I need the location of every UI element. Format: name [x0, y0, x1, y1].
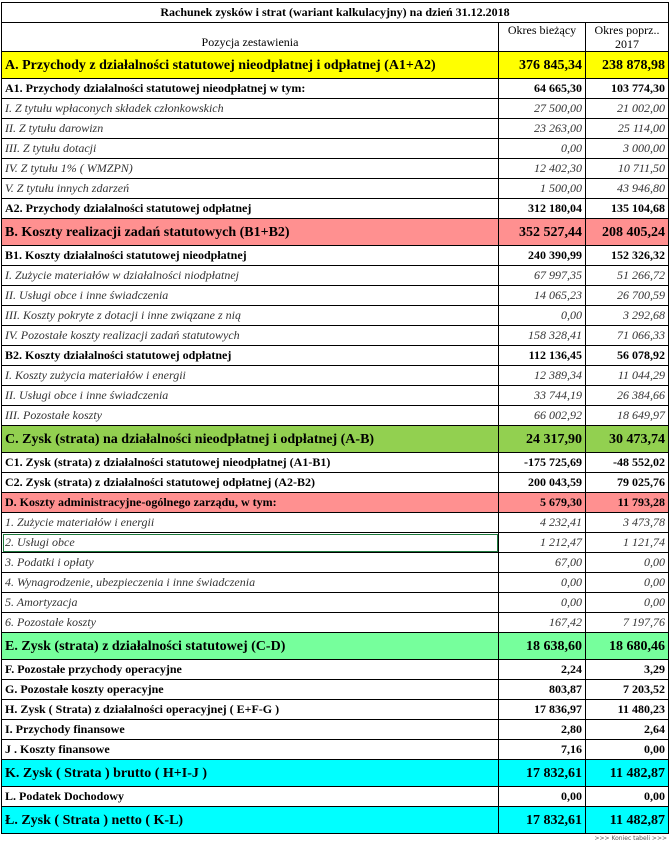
row-current-value: 2,80	[499, 720, 586, 740]
row-current-value: 1 500,00	[499, 179, 586, 199]
table-row	[2, 346, 669, 366]
row-label: I. Z tytułu wpłaconych składek członkowskich	[2, 99, 499, 119]
row-previous-value: 7 203,52	[586, 680, 669, 700]
row-current-value: 24 317,90	[499, 426, 586, 453]
row-label: I. Przychody finansowe	[2, 720, 499, 740]
row-previous-value: 25 114,00	[586, 119, 669, 139]
row-previous-value: 3 473,78	[586, 513, 669, 533]
row-label: 5. Amortyzacja	[2, 593, 499, 613]
row-label: A2. Przychody działalności statutowej odpłatnej	[2, 199, 499, 219]
row-previous-value: 26 700,59	[586, 286, 669, 306]
row-previous-value: 135 104,68	[586, 199, 669, 219]
row-current-value: 12 389,34	[499, 366, 586, 386]
row-current-value: 803,87	[499, 680, 586, 700]
row-label: 4. Wynagrodzenie, ubezpieczenia i inne świadczenia	[2, 573, 499, 593]
row-current-value: 0,00	[499, 573, 586, 593]
table-row	[2, 386, 669, 406]
row-previous-value: 11 793,28	[586, 493, 669, 513]
row-previous-value: 43 946,80	[586, 179, 669, 199]
row-current-value: 0,00	[499, 593, 586, 613]
table-row	[2, 159, 669, 179]
row-label: K. Zysk ( Strata ) brutto ( H+I-J )	[2, 760, 499, 787]
table-row	[2, 453, 669, 473]
row-current-value: 17 832,61	[499, 760, 586, 787]
row-current-value: 23 263,00	[499, 119, 586, 139]
table-row	[2, 720, 669, 740]
table-row	[2, 787, 669, 807]
row-label: J . Koszty finansowe	[2, 740, 499, 760]
table-row	[2, 119, 669, 139]
table-row	[2, 286, 669, 306]
row-label: B2. Koszty działalności statutowej odpłatnej	[2, 346, 499, 366]
row-label: A1. Przychody działalności statutowej nieodpłatnej w tym:	[2, 79, 499, 99]
row-previous-value: 26 384,66	[586, 386, 669, 406]
income-statement-table	[1, 2, 669, 834]
row-label: IV. Z tytułu 1% ( WMZPN)	[2, 159, 499, 179]
row-current-value: 67 997,35	[499, 266, 586, 286]
row-previous-value: 30 473,74	[586, 426, 669, 453]
row-label: I. Koszty zużycia materiałów i energii	[2, 366, 499, 386]
row-current-value: 158 328,41	[499, 326, 586, 346]
row-previous-value: 3 292,68	[586, 306, 669, 326]
table-row	[2, 426, 669, 453]
row-label: IV. Pozostałe koszty realizacji zadań statutowych	[2, 326, 499, 346]
row-current-value: 0,00	[499, 787, 586, 807]
row-previous-value: 18 680,46	[586, 633, 669, 660]
row-current-value: 112 136,45	[499, 346, 586, 366]
row-label: Ł. Zysk ( Strata ) netto ( K-L)	[2, 807, 499, 834]
table-row	[2, 740, 669, 760]
row-label: D. Koszty administracyjne-ogólnego zarządu, w tym:	[2, 493, 499, 513]
row-label: C. Zysk (strata) na działalności nieodpłatnej i odpłatnej (A-B)	[2, 426, 499, 453]
row-current-value: 67,00	[499, 553, 586, 573]
row-current-value: 66 002,92	[499, 406, 586, 426]
row-current-value: 7,16	[499, 740, 586, 760]
title-row	[2, 3, 669, 23]
row-current-value: 33 744,19	[499, 386, 586, 406]
row-current-value: 4 232,41	[499, 513, 586, 533]
row-previous-value: 11 482,87	[586, 760, 669, 787]
table-row	[2, 366, 669, 386]
row-label: C1. Zysk (strata) z działalności statutowej nieodpłatnej (A1-B1)	[2, 453, 499, 473]
table-row	[2, 79, 669, 99]
table-row	[2, 326, 669, 346]
row-current-value: 12 402,30	[499, 159, 586, 179]
row-previous-value: 56 078,92	[586, 346, 669, 366]
table-row	[2, 613, 669, 633]
table-row	[2, 246, 669, 266]
row-current-value: 27 500,00	[499, 99, 586, 119]
row-previous-value: 51 266,72	[586, 266, 669, 286]
row-current-value: 167,42	[499, 613, 586, 633]
table-row	[2, 139, 669, 159]
table-row	[2, 633, 669, 660]
row-current-value: 200 043,59	[499, 473, 586, 493]
row-label: B. Koszty realizacji zadań statutowych (B1+B2)	[2, 219, 499, 246]
row-label: III. Z tytułu dotacji	[2, 139, 499, 159]
row-previous-value: 3 000,00	[586, 139, 669, 159]
table-row	[2, 199, 669, 219]
row-label: III. Koszty pokryte z dotacji i inne związane z nią	[2, 306, 499, 326]
row-previous-value: 0,00	[586, 787, 669, 807]
row-label: II. Usługi obce i inne świadczenia	[2, 286, 499, 306]
row-label: L. Podatek Dochodowy	[2, 787, 499, 807]
table-row	[2, 179, 669, 199]
row-current-value: 64 665,30	[499, 79, 586, 99]
row-label: H. Zysk ( Strata) z działalności operacyjnej ( E+F-G )	[2, 700, 499, 720]
row-current-value: 5 679,30	[499, 493, 586, 513]
row-previous-value: 0,00	[586, 593, 669, 613]
row-current-value: 240 390,99	[499, 246, 586, 266]
row-current-value: 0,00	[499, 139, 586, 159]
row-label: 6. Pozostałe koszty	[2, 613, 499, 633]
header-row	[2, 23, 669, 52]
row-previous-value: 0,00	[586, 740, 669, 760]
row-previous-value: 0,00	[586, 573, 669, 593]
row-previous-value: 0,00	[586, 553, 669, 573]
row-current-value: 2,24	[499, 660, 586, 680]
row-label: E. Zysk (strata) z działalności statutowej (C-D)	[2, 633, 499, 660]
table-row	[2, 660, 669, 680]
table-row	[2, 406, 669, 426]
row-label: 1. Zużycie materiałów i energii	[2, 513, 499, 533]
row-label: V. Z tytułu innych zdarzeń	[2, 179, 499, 199]
table-row	[2, 493, 669, 513]
statement-title: Rachunek zysków i strat (wariant kalkulacyjny) na dzień 31.12.2018	[2, 3, 669, 23]
row-label: F. Pozostałe przychody operacyjne	[2, 660, 499, 680]
row-label: B1. Koszty działalności statutowej nieodpłatnej	[2, 246, 499, 266]
table-row	[2, 99, 669, 119]
row-current-value: 352 527,44	[499, 219, 586, 246]
row-previous-value: 18 649,97	[586, 406, 669, 426]
row-current-value: 18 638,60	[499, 633, 586, 660]
table-row	[2, 533, 669, 553]
table-row	[2, 52, 669, 79]
row-previous-value: 11 482,87	[586, 807, 669, 834]
table-row	[2, 306, 669, 326]
table-row	[2, 593, 669, 613]
row-previous-value: 238 878,98	[586, 52, 669, 79]
row-label: C2. Zysk (strata) z działalności statutowej odpłatnej (A2-B2)	[2, 473, 499, 493]
table-row	[2, 266, 669, 286]
row-previous-value: -48 552,02	[586, 453, 669, 473]
row-label: 2. Usługi obce	[2, 533, 499, 553]
row-current-value: 17 836,97	[499, 700, 586, 720]
row-label: 3. Podatki i opłaty	[2, 553, 499, 573]
row-previous-value: 11 044,29	[586, 366, 669, 386]
table-row	[2, 473, 669, 493]
header-previous-period: Okres poprz.. 2017	[586, 23, 669, 52]
table-row	[2, 513, 669, 533]
row-previous-value: 10 711,50	[586, 159, 669, 179]
header-position: Pozycja zestawienia	[2, 23, 499, 52]
row-label: II. Z tytułu darowizn	[2, 119, 499, 139]
row-current-value: 1 212,47	[499, 533, 586, 553]
row-current-value: 14 065,23	[499, 286, 586, 306]
row-previous-value: 103 774,30	[586, 79, 669, 99]
row-previous-value: 71 066,33	[586, 326, 669, 346]
row-current-value: 0,00	[499, 306, 586, 326]
table-row	[2, 219, 669, 246]
table-end-marker: >>> Koniec tabeli >>>	[594, 835, 667, 842]
row-label: II. Usługi obce i inne świadczenia	[2, 386, 499, 406]
row-label: I. Zużycie materiałów w działalności niodpłatnej	[2, 266, 499, 286]
table-row	[2, 573, 669, 593]
table-row	[2, 760, 669, 787]
row-previous-value: 79 025,76	[586, 473, 669, 493]
table-row	[2, 680, 669, 700]
row-previous-value: 21 002,00	[586, 99, 669, 119]
row-previous-value: 152 326,32	[586, 246, 669, 266]
row-current-value: 17 832,61	[499, 807, 586, 834]
table-row	[2, 553, 669, 573]
table-row	[2, 807, 669, 834]
row-label: G. Pozostałe koszty operacyjne	[2, 680, 499, 700]
row-previous-value: 1 121,74	[586, 533, 669, 553]
row-previous-value: 11 480,23	[586, 700, 669, 720]
row-label: III. Pozostałe koszty	[2, 406, 499, 426]
row-current-value: 312 180,04	[499, 199, 586, 219]
row-label: A. Przychody z działalności statutowej nieodpłatnej i odpłatnej (A1+A2)	[2, 52, 499, 79]
row-previous-value: 208 405,24	[586, 219, 669, 246]
row-previous-value: 7 197,76	[586, 613, 669, 633]
row-current-value: 376 845,34	[499, 52, 586, 79]
header-current-period: Okres bieżący	[499, 23, 586, 52]
row-previous-value: 2,64	[586, 720, 669, 740]
row-current-value: -175 725,69	[499, 453, 586, 473]
row-previous-value: 3,29	[586, 660, 669, 680]
table-row	[2, 700, 669, 720]
